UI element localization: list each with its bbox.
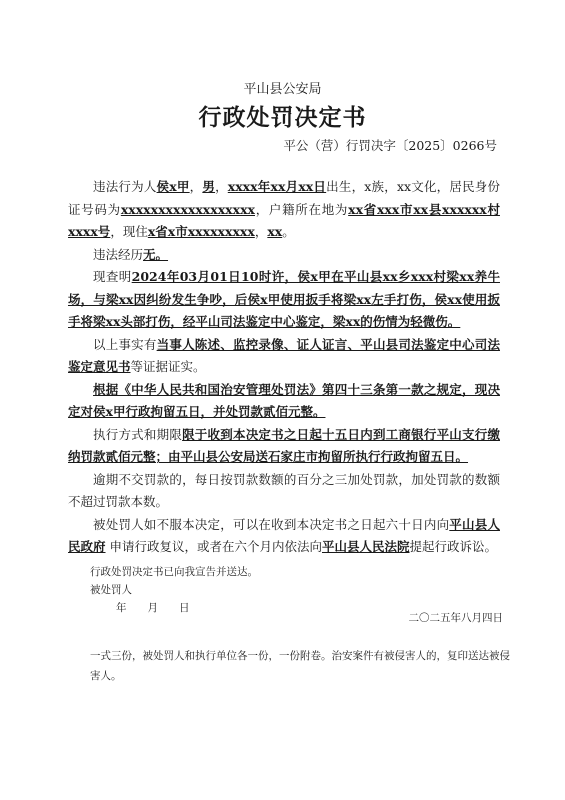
text-segment: ，现住 (110, 224, 148, 239)
text-segment: ， (254, 224, 268, 239)
text-segment: 逾期不交罚款的，每日按罚款数额的百分之三加处罚款，加处罚款的数额不超过罚款本数。 (68, 471, 500, 509)
text-segment: 违法经历 (93, 246, 144, 262)
text-segment: 被处罚人如不服本决定，可以在收到本决定书之日起六十日内向 (93, 516, 450, 532)
paragraph-appeal-rights (68, 514, 500, 559)
text-segment: 以上事实有 (93, 336, 157, 352)
text-segment: ， (215, 179, 228, 194)
paragraph-execution (68, 424, 500, 469)
filled-field: 当事人陈述、监控录像、证人证言、平山县司法鉴定中心司法鉴定意见书 (68, 336, 500, 374)
filled-field: 2024年03月01日10时许，侯x甲在平山县xx乡xxx村梁xx养牛场，与梁xx因纠纷发生争吵，后侯x甲使用扳手将梁xx左手打伤，侯xx使用扳手将梁xx头部打伤，经平山司法鉴定中心鉴定，梁xx的伤情为轻微伤。 (68, 269, 500, 329)
paragraph-evidence (68, 334, 500, 379)
filled-field: 限于收到本决定书之日起十五日内到工商银行平山支行缴纳罚款贰佰元整；由平山县公安局送石家庄市拘留所执行行政拘留五日。 (68, 426, 500, 464)
signature-date-blank: 年 月 日 (116, 602, 190, 614)
filled-field: 侯x甲 (156, 179, 190, 194)
text-segment: 等证据证实。 (130, 359, 206, 374)
text-segment: 提起行政诉讼。 (409, 539, 498, 554)
text-segment: 现查明 (93, 269, 132, 284)
text-segment: 。 (282, 224, 295, 239)
copies-note: 一式三份，被处罚人和执行单位各一份，一份附卷。治安案件有被侵害人的，复印送达被侵害人。 (90, 650, 510, 682)
document-title: 行政处罚决定书 (198, 104, 367, 131)
paragraph-findings (68, 266, 500, 334)
text-segment: 违法行为人 (93, 179, 157, 194)
issue-date: 二〇二五年八月四日 (408, 612, 503, 624)
filled-field: 根据《中华人民共和国治安管理处罚法》第四十三条第一款之规定，现决定对侯x甲行政拘留五日，并处罚款贰佰元整。 (68, 381, 500, 419)
text-segment: 出生，x族，xx文化，居民身份证号码为 (68, 179, 500, 217)
filled-field: 无。 (143, 246, 169, 262)
text-segment: ，户籍所在地为 (254, 201, 349, 217)
decision-body (68, 176, 500, 559)
filled-field: xx省xxx市xx县xxxxxx村xxxx号 (68, 201, 500, 239)
text-segment: 执行方式和期限 (93, 426, 183, 442)
filled-field: 平山县人民法院 (322, 539, 410, 554)
filled-field: x省x市xxxxxxxxx (147, 224, 255, 239)
paragraph-offender-info (68, 176, 500, 244)
document-number: 平公（营）行罚决字〔2025〕0266号 (283, 138, 497, 153)
filled-field: xxxxxxxxxxxxxxxxxx (120, 201, 255, 217)
recipient-label: 被处罚人 (90, 584, 132, 596)
filled-field: xxxx年xx月xx日 (227, 179, 327, 194)
paragraph-violation-history (68, 244, 500, 267)
filled-field: xx (267, 224, 283, 239)
filled-field: 平山县人民政府 (68, 516, 500, 554)
served-note: 行政处罚决定书已向我宣告并送达。 (90, 566, 258, 578)
text-segment: ， (189, 179, 203, 194)
text-segment: 申请行政复议，或者在六个月内依法向 (105, 539, 322, 554)
issuing-agency: 平山县公安局 (243, 82, 322, 97)
paragraph-late-penalty (68, 469, 500, 514)
filled-field: 男 (202, 179, 216, 194)
paragraph-legal-basis (68, 379, 500, 424)
